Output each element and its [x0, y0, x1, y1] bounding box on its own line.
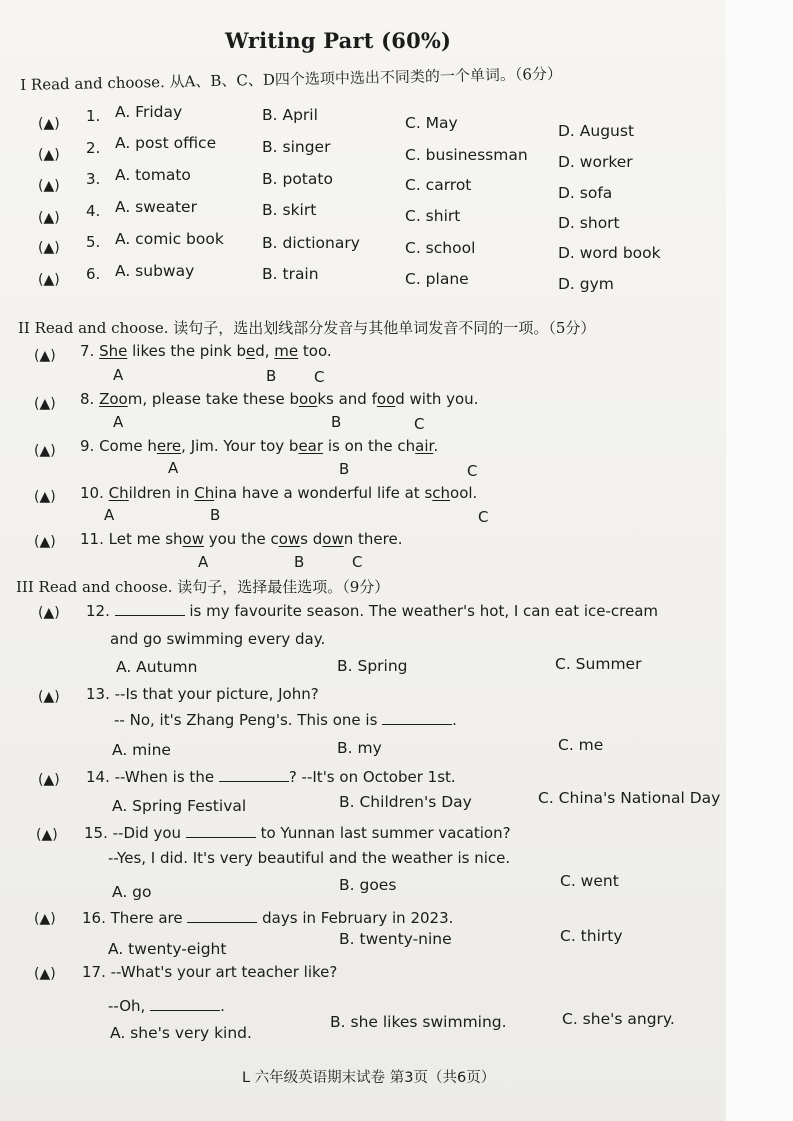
option-c: C. carrot — [405, 176, 472, 194]
page-title: Writing Part (60%) — [225, 28, 452, 53]
letter-a: A — [104, 506, 115, 524]
option-c: C. me — [558, 736, 604, 754]
answer-blank — [187, 910, 257, 923]
answer-blank — [382, 712, 452, 725]
answer-mark: (▲) — [34, 443, 56, 459]
question-number: 4. — [86, 202, 101, 220]
option-a: A. go — [112, 883, 152, 901]
option-b: B. she likes swimming. — [330, 1013, 507, 1031]
option-b: B. April — [262, 106, 318, 124]
option-a: A. Spring Festival — [112, 797, 247, 815]
option-b: B. goes — [339, 876, 397, 894]
letter-c: C — [478, 508, 489, 526]
answer-mark: (▲) — [38, 116, 60, 132]
letter-c: C — [414, 415, 425, 433]
question-7: 7. She likes the pink bed, me too. — [80, 342, 332, 360]
option-a: A. comic book — [115, 230, 224, 248]
answer-mark: (▲) — [38, 272, 60, 288]
option-a: A. Autumn — [116, 658, 198, 676]
option-d: D. sofa — [558, 184, 613, 202]
question-17-line2: --Oh, . — [108, 997, 225, 1015]
question-10: 10. Children in China have a wonderful life at school. — [80, 484, 478, 502]
option-c: C. thirty — [560, 927, 623, 945]
option-d: D. worker — [558, 153, 633, 171]
question-number: 1. — [86, 107, 101, 125]
letter-b: B — [210, 506, 221, 524]
section-1-heading: I Read and choose. 从A、B、C、D四个选项中选出不同类的一个单词。（6分） — [20, 64, 563, 94]
option-d: D. word book — [558, 244, 661, 262]
letter-b: B — [266, 367, 277, 385]
option-b: B. dictionary — [262, 234, 360, 252]
answer-mark: (▲) — [38, 178, 60, 194]
option-c: C. May — [405, 114, 458, 132]
answer-mark: (▲) — [34, 911, 56, 927]
option-d: D. short — [558, 214, 620, 232]
answer-mark: (▲) — [38, 605, 60, 621]
option-a: A. post office — [115, 134, 217, 152]
letter-b: B — [294, 553, 305, 571]
option-c: C. businessman — [405, 146, 528, 164]
question-number: 3. — [86, 170, 101, 188]
answer-mark: (▲) — [34, 396, 56, 412]
answer-blank — [219, 769, 289, 782]
letter-b: B — [331, 413, 342, 431]
answer-mark: (▲) — [34, 489, 56, 505]
answer-blank — [150, 998, 220, 1011]
option-c: C. plane — [405, 270, 469, 288]
option-c: C. shirt — [405, 207, 461, 225]
answer-mark: (▲) — [36, 827, 58, 843]
option-b: B. skirt — [262, 201, 317, 219]
answer-mark: (▲) — [38, 240, 60, 256]
answer-mark: (▲) — [38, 147, 60, 163]
answer-mark: (▲) — [38, 689, 60, 705]
letter-a: A — [198, 553, 209, 571]
question-11: 11. Let me show you the cows down there. — [80, 530, 403, 548]
question-12: 12. is my favourite season. The weather's hot, I can eat ice-cream — [86, 602, 659, 620]
answer-mark: (▲) — [38, 772, 60, 788]
option-b: B. my — [337, 739, 382, 757]
option-a: A. mine — [112, 741, 171, 759]
letter-c: C — [314, 368, 325, 386]
question-12-line2: and go swimming every day. — [110, 630, 326, 648]
section-3-heading: III Read and choose. 读句子，选择最佳选项。（9分） — [16, 578, 390, 596]
answer-blank — [115, 603, 185, 616]
option-a: A. tomato — [115, 166, 191, 184]
option-a: A. subway — [115, 262, 195, 280]
option-a: A. Friday — [115, 103, 183, 121]
answer-mark: (▲) — [34, 534, 56, 550]
option-d: D. August — [558, 122, 635, 140]
question-16: 16. There are days in February in 2023. — [82, 909, 454, 927]
option-c: C. China's National Day — [538, 789, 721, 807]
question-8: 8. Zoom, please take these books and food with you. — [80, 390, 479, 408]
answer-blank — [186, 825, 256, 838]
option-b: B. singer — [262, 138, 331, 156]
option-a: A. twenty-eight — [108, 940, 227, 958]
option-a: A. sweater — [115, 198, 197, 216]
question-15: 15. --Did you to Yunnan last summer vacation? — [84, 824, 511, 842]
option-b: B. Spring — [337, 657, 408, 675]
option-b: B. twenty-nine — [339, 930, 452, 948]
answer-mark: (▲) — [34, 966, 56, 982]
question-14: 14. --When is the ? --It's on October 1st. — [86, 768, 456, 786]
question-9: 9. Come here, Jim. Your toy bear is on the chair. — [80, 437, 439, 455]
letter-c: C — [467, 462, 478, 480]
option-d: D. gym — [558, 275, 614, 293]
option-c: C. went — [560, 872, 619, 890]
letter-a: A — [113, 366, 124, 384]
question-number: 6. — [86, 265, 101, 283]
question-number: 5. — [86, 233, 101, 251]
option-b: B. potato — [262, 170, 333, 188]
question-17: 17. --What's your art teacher like? — [82, 963, 338, 981]
option-b: B. train — [262, 265, 319, 283]
section-2-heading: II Read and choose. 读句子，选出划线部分发音与其他单词发音不同的一项。（5分） — [18, 319, 596, 337]
question-15-line2: --Yes, I did. It's very beautiful and the weather is nice. — [108, 849, 511, 867]
letter-b: B — [339, 460, 350, 478]
question-13: 13. --Is that your picture, John? — [86, 685, 319, 703]
option-a: A. she's very kind. — [110, 1024, 252, 1042]
answer-mark: (▲) — [38, 210, 60, 226]
answer-mark: (▲) — [34, 348, 56, 364]
letter-a: A — [113, 413, 124, 431]
option-c: C. Summer — [555, 655, 642, 673]
letter-c: C — [352, 553, 363, 571]
letter-a: A — [168, 459, 179, 477]
option-c: C. she's angry. — [562, 1010, 675, 1028]
option-c: C. school — [405, 239, 476, 257]
option-b: B. Children's Day — [339, 793, 472, 811]
question-number: 2. — [86, 139, 101, 157]
page-footer: L 六年级英语期末试卷 第3页（共6页） — [242, 1070, 496, 1086]
page-edge — [726, 0, 793, 1121]
question-13-line2: -- No, it's Zhang Peng's. This one is . — [114, 711, 457, 729]
